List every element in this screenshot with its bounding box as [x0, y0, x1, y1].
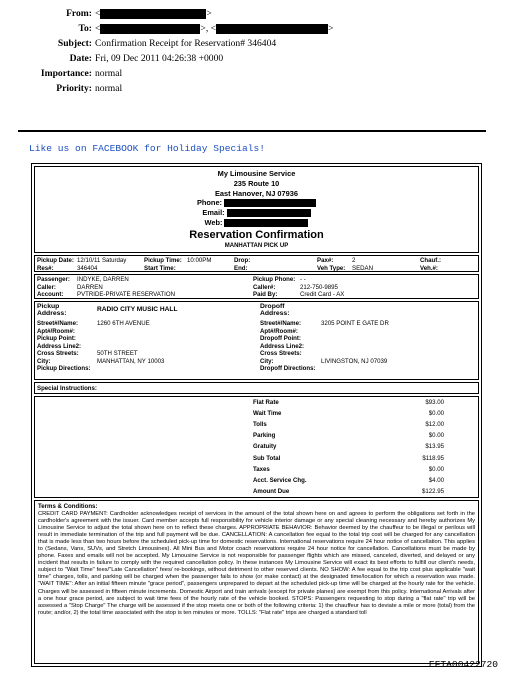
- pickup-street-label: Street#/Name:: [37, 320, 78, 327]
- trip-details: [34, 255, 479, 272]
- from-row: [0, 6, 512, 21]
- importance-row: [0, 66, 512, 81]
- charge-value: $118.95: [422, 454, 444, 462]
- special-instructions: [34, 382, 479, 394]
- pickup-directions-label: Pickup Directions:: [37, 365, 91, 372]
- special-instructions-label: Special Instructions:: [37, 384, 97, 392]
- business-email: [35, 208, 478, 218]
- priority-row: [0, 81, 512, 96]
- charges-table: [34, 396, 479, 498]
- business-address-1: 235 Route 10: [233, 178, 280, 188]
- terms-body: CREDIT CARD PAYMENT: Cardholder acknowledges receipt of services in the amount of the total shown here on and agrees to perform the obligations set forth in the cardholder's agreement with the issuer. Card member accepts full responsibility for vehicle interior damage or any special cleaning necessary and hereby authorizes My Limousine Service to adjust the total shown here on to reflect these charges. APPROPRIATE BEHAVIOR: Behavior deemed by the chauffeur to be illegal or perilous will result in immediate termination of the trip and full payment will be due. CANCELLATION: A cancellation fee equal to the total trip cost will be charged for any cancellation that is made less than two hours before the scheduled pick-up time for domestic reservations. International reservations require 24 hour notice of cancellation. This applies to (Sedans, Vans, SUVs, and Stretch Limousines). All Mini Bus and Motor coach reservations require 24 hour notice for cancellation. Cancellations must be made by phone. Faxes and emails will not be accepted. My Limousine Service is not responsible for passenger flights which are missed, canceled, diverted, and delayed or any incident that results in failure to comply with the required cancellation policy. In these instances My Limousine Service will exact its best efforts to fulfill our client's needs, subject to "Wait Time" fees/"Late Cancellation" fees/ re-bookings, without detriment to other reserved clients. NO SHOW: A fee equal to the trip cost plus applicable "wait time" charges, tolls, and parking will be charged when the passenger fails to show (or make contact) at the designated time/location for which a reservation was made. "WAIT TIME": After an initial fifteen minute "grace period", passengers unprepared to depart at the scheduled pick-up time will be charged at the hourly rate for the vehicle. Charges will be assessed in fifteen minute increments. Domestic Airport and train arrivals (except for private planes) are exempt from this policy. International Arrivals after a one hour grace period, are subject to wait time fees of the hourly rate of the vehicle booked. STOPS: Passengers requesting to stop during a "flat rate" trip will be assessed a "Stop Charge" The charge will be assessed if the stop meets one or both of the following criteria: 1) the chauffeur has to deviate a mile or more (total) from the route; and/or, 2) the total time associated with the stop is ten minutes or more. TOLLS: "Flat rate" trips are charged a standard toll: [38, 511, 475, 616]
- pax-value: 2: [352, 257, 356, 264]
- business-address-2: East Hanover, NJ 07936: [215, 188, 298, 198]
- charge-label: Tolls: [253, 421, 267, 429]
- dropoff-heading-line-2: Address:: [260, 310, 290, 318]
- dropoff-street-label: Street#/Name:: [260, 320, 301, 327]
- paid-by-value: Credit Card - AX: [300, 291, 345, 298]
- pickup-cross-value: 50TH STREET: [97, 350, 138, 357]
- business-name: My Limousine Service: [217, 169, 296, 178]
- subject-label: Subject:: [57, 38, 92, 49]
- caller-value: DARREN: [77, 283, 103, 291]
- pickup-heading-line-1: Pickup: [37, 303, 60, 310]
- redaction-bar: [227, 209, 311, 217]
- charge-value: $0.00: [428, 432, 444, 440]
- pickup-line2-label: Address Line2:: [37, 342, 82, 350]
- to-suffix: >: [328, 23, 334, 34]
- web-label: Web:: [204, 217, 223, 227]
- charge-value: $12.00: [425, 421, 444, 429]
- date-row: [0, 51, 512, 66]
- dropoff-directions-label: Dropoff Directions:: [260, 365, 316, 372]
- start-time-label: Start Time:: [144, 264, 176, 272]
- customer-details: [34, 274, 479, 299]
- charge-value: $4.00: [428, 476, 444, 484]
- pickup-city-label: City:: [37, 357, 51, 365]
- dropoff-street-value: 3205 POINT E GATE DR: [321, 320, 389, 327]
- veh-type-value: SEDAN: [352, 264, 373, 272]
- to-row: [0, 21, 512, 36]
- reservation-subtitle: MANHATTAN PICK UP: [224, 242, 289, 249]
- pickup-cross-label: Cross Streets:: [37, 350, 79, 357]
- charge-value: $13.95: [425, 443, 444, 451]
- subject-row: [0, 36, 512, 51]
- importance-label: Importance:: [40, 68, 92, 79]
- account-value: PVTRIDE-PRIVATE RESERVATION: [77, 291, 175, 298]
- pickup-time-value: 10:00PM: [187, 257, 212, 264]
- chauffeur-label: Chauf.:: [420, 257, 441, 264]
- pax-label: Pax#:: [317, 257, 334, 264]
- to-mid: >, <: [200, 23, 217, 34]
- pickup-location-name: RADIO CITY MUSIC HALL: [97, 306, 178, 313]
- reservation-title: Reservation Confirmation: [189, 228, 324, 241]
- from-prefix: <: [95, 8, 101, 19]
- to-prefix: <: [95, 23, 101, 34]
- business-block: [34, 166, 479, 253]
- res-value: 346404: [77, 264, 98, 272]
- paid-by-label: Paid By:: [253, 291, 278, 298]
- terms-and-conditions: [34, 500, 479, 664]
- business-info: [35, 167, 478, 228]
- pickup-time-label: Pickup Time:: [144, 257, 182, 264]
- date-label: Date:: [69, 53, 92, 64]
- redaction-bar: [100, 9, 206, 19]
- pickup-heading-line-2: Address:: [37, 310, 67, 318]
- pickup-street-value: 1260 6TH AVENUE: [97, 320, 150, 327]
- email-header: [0, 6, 512, 96]
- charge-value: $122.95: [421, 487, 444, 495]
- passenger-label: Passenger:: [37, 276, 70, 283]
- pickup-apt-label: Apt#/Room#:: [37, 327, 75, 335]
- pickup-phone-label: Pickup Phone:: [253, 276, 296, 283]
- dropoff-heading-line-1: Dropoff: [260, 303, 285, 310]
- veh-type-label: Veh Type:: [317, 264, 346, 272]
- pickup-date-value: 12/10/11 Saturday: [77, 257, 127, 264]
- subject-value: Confirmation Receipt for Reservation# 346404: [95, 38, 277, 49]
- res-label: Res#:: [37, 264, 54, 272]
- dropoff-line2-label: Address Line2:: [260, 342, 305, 350]
- dropoff-cross-label: Cross Streets:: [260, 350, 302, 357]
- reservation-receipt: [31, 163, 482, 667]
- dropoff-city-value: LIVINGSTON, NJ 07039: [321, 357, 388, 365]
- terms-heading: Terms & Conditions:: [38, 502, 98, 510]
- importance-value: normal: [95, 68, 123, 79]
- end-label: End:: [234, 264, 248, 272]
- redaction-bar: [224, 199, 316, 207]
- address-block: [34, 301, 479, 380]
- pickup-address-heading: [37, 303, 66, 318]
- document-id: EFTA00422720: [428, 659, 498, 670]
- pickup-phone-value: - -: [300, 276, 306, 283]
- business-phone: [35, 198, 478, 208]
- drop-label: Drop:: [234, 257, 251, 264]
- business-web: [35, 218, 478, 228]
- charge-label: Taxes: [253, 465, 270, 473]
- passenger-value: INDYKE, DARREN: [77, 276, 129, 283]
- charge-value: $93.00: [425, 399, 444, 406]
- redaction-bar: [224, 219, 308, 227]
- charge-label: Sub Total: [253, 454, 281, 462]
- header-divider: [18, 130, 486, 132]
- to-label: To:: [78, 23, 92, 34]
- phone-label: Phone:: [196, 198, 223, 208]
- from-label: From:: [66, 8, 92, 19]
- pickup-date-label: Pickup Date:: [37, 257, 74, 264]
- charge-label: Wait Time: [253, 410, 282, 418]
- dropoff-city-label: City:: [260, 357, 274, 365]
- account-label: Account:: [37, 291, 64, 298]
- redaction-bar: [216, 24, 328, 34]
- priority-label: Priority:: [56, 83, 92, 94]
- vehicle-number-label: Veh.#:: [420, 264, 438, 272]
- pickup-point-label: Pickup Point:: [37, 335, 76, 342]
- date-value: Fri, 09 Dec 2011 04:26:38 +0000: [95, 53, 224, 64]
- charge-label: Parking: [253, 432, 276, 440]
- charge-label: Flat Rate: [253, 399, 279, 406]
- charge-value: $0.00: [428, 410, 444, 418]
- caller-number-value: 212-750-9895: [300, 283, 338, 291]
- dropoff-address-heading: [260, 303, 289, 318]
- charge-value: $0.00: [428, 465, 444, 473]
- from-suffix: >: [206, 8, 212, 19]
- pickup-city-value: MANHATTAN, NY 10003: [97, 357, 165, 365]
- charge-label: Amount Due: [253, 487, 290, 495]
- redaction-bar: [100, 24, 200, 34]
- dropoff-apt-label: Apt#/Room#:: [260, 327, 298, 335]
- facebook-promo-line: Like us on FACEBOOK for Holiday Specials!: [29, 143, 266, 154]
- charge-label: Gratuity: [253, 443, 277, 451]
- priority-value: normal: [95, 83, 123, 94]
- charge-label: Acct. Service Chg.: [253, 476, 307, 484]
- caller-number-label: Caller#:: [253, 283, 276, 291]
- email-label: Email:: [202, 208, 225, 218]
- caller-label: Caller:: [37, 283, 56, 291]
- dropoff-point-label: Dropoff Point:: [260, 335, 301, 342]
